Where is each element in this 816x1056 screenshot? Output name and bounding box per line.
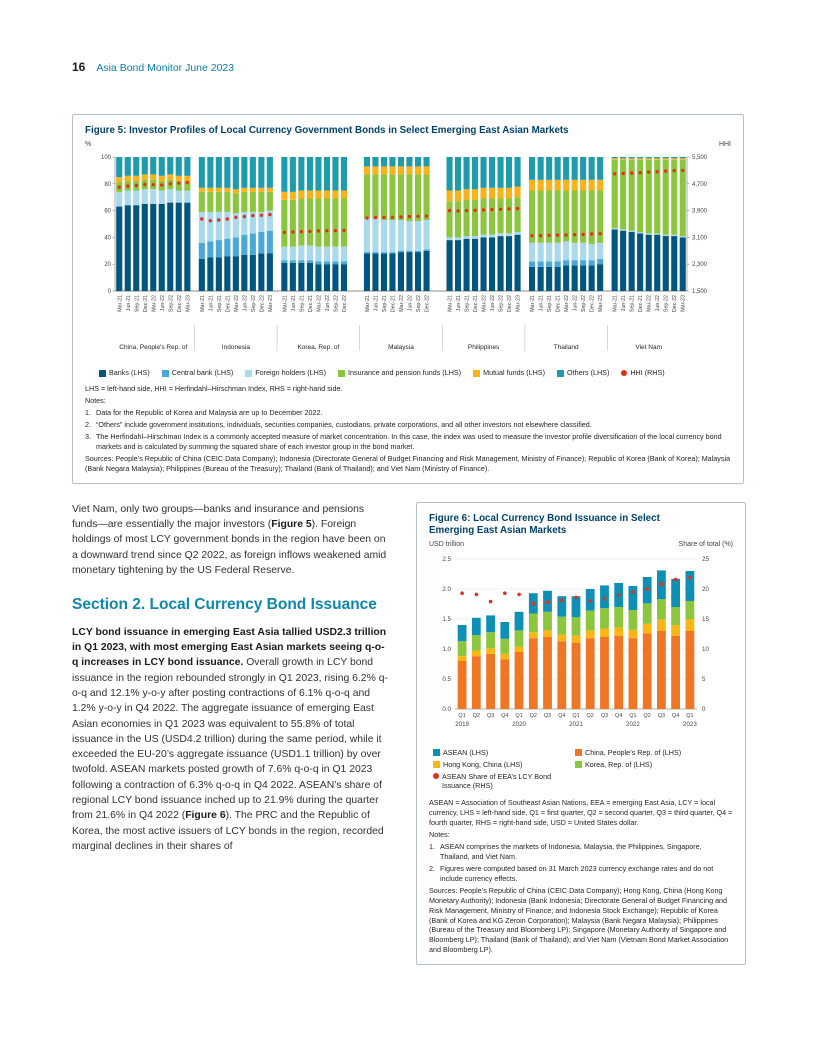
legend-color-swatch: [433, 761, 440, 768]
legend-item: [473, 368, 545, 377]
svg-text:5: 5: [702, 676, 706, 684]
legend-color-swatch: [557, 370, 564, 377]
svg-text:Mar-22: Mar-22: [564, 295, 571, 313]
section-heading: Section 2. Local Currency Bond Issuance: [72, 596, 377, 614]
svg-text:Sep-22: Sep-22: [581, 295, 588, 313]
figure5-sources: Sources: People’s Republic of China (CEIC Data Company); Indonesia (Directorate General of Budget Financing and Risk Management, Ministry of Finance); Republic of Korea (Bank of Korea); Malaysia (Bank Negara Malaysia); Philippines (Bureau of the Treasury); Thailand (Bank of Thailand); and Viet Nam (Ministry of Finance).: [85, 453, 731, 473]
svg-text:10: 10: [702, 646, 709, 654]
svg-text:Viet Nam: Viet Nam: [635, 344, 663, 352]
svg-text:0.5: 0.5: [442, 676, 451, 684]
svg-text:2022: 2022: [626, 721, 640, 729]
figure6-legend: [433, 748, 733, 790]
svg-text:Sep-21: Sep-21: [547, 295, 554, 313]
figure6-box: [416, 502, 746, 966]
figure5-notes-label: Notes:: [85, 396, 106, 406]
svg-text:Jun-21: Jun-21: [621, 295, 628, 312]
svg-text:Dec-22: Dec-22: [342, 295, 348, 313]
figure6-x-labels: [455, 713, 697, 728]
page-header: [72, 60, 744, 74]
svg-text:Mar-23: Mar-23: [598, 295, 605, 313]
svg-text:Mar-23: Mar-23: [267, 295, 274, 313]
svg-text:Mar-22: Mar-22: [233, 295, 240, 313]
figure5-note-2: [85, 420, 731, 430]
svg-text:Dec-21: Dec-21: [142, 295, 149, 313]
svg-text:Sep-22: Sep-22: [498, 295, 505, 313]
svg-text:Dec-22: Dec-22: [259, 295, 266, 313]
legend-label: Insurance and pension funds (LHS): [348, 368, 462, 378]
svg-text:Jun-22: Jun-22: [572, 295, 579, 312]
svg-text:Dec-21: Dec-21: [473, 295, 480, 313]
legend-label: Banks (LHS): [109, 368, 150, 378]
svg-text:Philippines: Philippines: [467, 344, 500, 352]
svg-text:Q3: Q3: [486, 713, 495, 720]
svg-text:20: 20: [702, 586, 709, 594]
figure5-right-axis-label: HHI: [718, 141, 731, 149]
svg-text:100: 100: [100, 155, 111, 162]
legend-label: ASEAN (LHS): [443, 748, 489, 758]
page-number: 16: [72, 60, 86, 74]
svg-text:Mar-23: Mar-23: [680, 295, 687, 313]
svg-text:2.5: 2.5: [442, 556, 451, 564]
svg-text:Sep-22: Sep-22: [663, 295, 670, 313]
note-text: Data for the Republic of Korea and Malaysia are up to December 2022.: [96, 408, 323, 418]
svg-text:2,300: 2,300: [692, 262, 708, 269]
figure5-axis-labels: [85, 141, 731, 148]
figure5-left-axis-label: %: [85, 141, 92, 149]
paragraph-issuance: [72, 625, 390, 854]
svg-text:1.5: 1.5: [442, 616, 451, 624]
figure6-chart: [429, 549, 733, 743]
figure5-footnote: LHS = left-hand side, HHI = Herfindahl–Hirschman Index, RHS = right-hand side.: [85, 384, 343, 394]
svg-text:Sep-21: Sep-21: [382, 295, 388, 313]
legend-label: Hong Kong, China (LHS): [443, 760, 523, 770]
paragraph-text: ). Foreign holdings of most LCY government bonds in the region have been on a downward trend since Q2 2022, as foreign inflows weakened amid monetary tightening by the US Federal Reserve.: [72, 519, 387, 576]
legend-color-swatch: [338, 370, 345, 377]
legend-item: [433, 760, 571, 769]
svg-text:Q3: Q3: [600, 713, 609, 720]
svg-text:1.0: 1.0: [442, 646, 451, 654]
svg-text:Indonesia: Indonesia: [221, 344, 251, 352]
svg-text:20: 20: [104, 262, 111, 269]
svg-text:Q1: Q1: [515, 713, 523, 720]
svg-text:Sep-21: Sep-21: [134, 295, 141, 313]
running-title: Asia Bond Monitor June 2023: [96, 62, 235, 74]
svg-text:Sep-21: Sep-21: [464, 295, 471, 313]
svg-text:Jun-21: Jun-21: [538, 295, 545, 312]
legend-label: HHI (RHS): [630, 368, 665, 378]
svg-text:Mar-22: Mar-22: [151, 295, 158, 313]
svg-text:Sep-21: Sep-21: [629, 295, 636, 313]
right-column: [416, 502, 746, 966]
svg-text:Mar-22: Mar-22: [316, 295, 323, 313]
svg-text:Jun-22: Jun-22: [655, 295, 662, 312]
svg-text:Mar-21: Mar-21: [117, 295, 124, 313]
figure5-stacked-bars: [116, 157, 686, 291]
legend-color-swatch: [575, 761, 582, 768]
svg-text:Mar-22: Mar-22: [646, 295, 653, 313]
svg-text:60: 60: [104, 208, 111, 215]
svg-text:Jun-21: Jun-21: [290, 295, 297, 312]
legend-color-swatch: [433, 749, 440, 756]
svg-text:25: 25: [702, 556, 709, 564]
figure5-reference: Figure 5: [271, 519, 312, 531]
svg-text:Dec-21: Dec-21: [225, 295, 232, 313]
svg-text:Q3: Q3: [657, 713, 666, 720]
svg-text:Jun-22: Jun-22: [159, 295, 166, 312]
body-columns: [72, 502, 744, 966]
note-text: Figures were computed based on 31 March 2023 currency exchange rates and do not include currency effects.: [440, 863, 714, 883]
svg-text:Dec-22: Dec-22: [424, 295, 431, 313]
svg-text:Q1: Q1: [572, 713, 580, 720]
legend-item: [338, 368, 461, 377]
svg-text:Q1: Q1: [458, 713, 466, 720]
svg-text:Mar-23: Mar-23: [515, 295, 522, 313]
legend-label: Mutual funds (LHS): [483, 368, 545, 378]
note-number: 1.: [429, 841, 435, 851]
svg-text:Sep-21: Sep-21: [216, 295, 223, 313]
figure6-abbreviations: ASEAN = Association of Southeast Asian Nations, EEA = emerging East Asia, LCY = local currency, LHS = left-hand side, Q1 = first quarter, Q2 = second quarter, Q3 = third quarter, Q4 = fourth quarter, RHS = right-hand side, USD = United States dollar.: [429, 798, 733, 828]
svg-text:2021: 2021: [569, 721, 583, 729]
svg-text:2023: 2023: [683, 721, 697, 729]
legend-label: Foreign holders (LHS): [255, 368, 326, 378]
svg-text:2019: 2019: [455, 721, 469, 729]
figure5-title: Figure 5: Investor Profiles of Local Currency Government Bonds in Select Emerging East Asian Markets: [85, 125, 569, 136]
svg-text:Mar-21: Mar-21: [447, 295, 454, 313]
legend-item: [433, 772, 571, 790]
svg-text:Jun-22: Jun-22: [407, 295, 414, 312]
legend-item: [433, 748, 571, 757]
paragraph-lead-bold: LCY bond issuance in emerging East Asia tallied USD2.3 trillion in Q1 2023, with most emerging East Asian markets seeing q-o-q increases in LCY bond issuance.: [72, 626, 387, 669]
left-column: [72, 502, 390, 966]
svg-text:Q4: Q4: [558, 713, 566, 720]
svg-text:Sep-22: Sep-22: [333, 295, 340, 313]
figure6-title: Figure 6: Local Currency Bond Issuance in Select Emerging East Asian Markets: [429, 512, 660, 536]
svg-text:5,500: 5,500: [692, 155, 708, 162]
svg-text:Q1: Q1: [629, 713, 637, 720]
legend-label: Others (LHS): [567, 368, 610, 378]
legend-item: [575, 748, 737, 757]
legend-label: Central bank (LHS): [171, 368, 234, 378]
legend-color-swatch: [575, 749, 582, 756]
legend-label: Korea, Rep. of (LHS): [585, 760, 653, 770]
svg-text:Jun-21: Jun-21: [208, 295, 215, 312]
svg-text:Sep-21: Sep-21: [299, 295, 306, 313]
svg-text:Mar-23: Mar-23: [185, 295, 192, 313]
svg-text:Mar-21: Mar-21: [530, 295, 537, 313]
svg-text:Thailand: Thailand: [553, 344, 579, 352]
legend-label: China, People’s Rep. of (LHS): [585, 748, 682, 758]
svg-text:Dec-21: Dec-21: [638, 295, 645, 313]
paragraph-text: Viet Nam, only two groups—banks and insurance and pensions funds—are essentially the major investors (: [72, 503, 365, 531]
svg-text:Mar-21: Mar-21: [282, 295, 289, 313]
legend-dot-marker: [433, 773, 439, 779]
paragraph-text: Overall growth in LCY bond issuance in the region rebounded strongly in Q1 2023, rising 6.2% q-o-q and 12.1% y-o-y after posting contractions of 6.1% q-o-q and 1.2% y-o-y in Q4 2022. The aggregate issuance of emerging East Asian economies in Q1 2023 was equivalent to 55.8% of total issuance in the US (USD4.2 trillion) during the same period, while it exceeded the EU-20’s aggregate issuance (USD1.1 trillion) by over twofold. ASEAN markets posted growth of 7.6% q-o-q in Q1 2023 following a contraction of 6.3% q-o-q in Q4 2022. ASEAN’s share of regional LCY bond issuance inched up to 21.9% during the quarter from 21.6% in Q4 2022 (: [72, 657, 388, 822]
svg-text:Q4: Q4: [671, 713, 680, 720]
note-number: 2.: [429, 863, 435, 873]
svg-text:Sep-22: Sep-22: [250, 295, 257, 313]
svg-text:Q3: Q3: [543, 713, 552, 720]
legend-item: [557, 368, 609, 377]
figure6-note-1: [429, 842, 733, 862]
figure5-x-tick-labels: [117, 295, 686, 312]
svg-text:2020: 2020: [512, 721, 526, 729]
svg-text:3,900: 3,900: [692, 208, 708, 215]
note-text: “Others” include government institutions, individuals, securities companies, custodians, private corporations, and all other investors not elsewhere classified.: [96, 420, 592, 430]
svg-text:0: 0: [702, 706, 706, 714]
svg-text:Jun-21: Jun-21: [125, 295, 132, 312]
legend-item: [245, 368, 326, 377]
legend-color-swatch: [245, 370, 252, 377]
svg-text:Jun-21: Jun-21: [373, 295, 380, 312]
figure6-notes-label: Notes:: [429, 830, 450, 840]
figure6-sources: Sources: People’s Republic of China (CEIC Data Company); Hong Kong, China (Hong Kong Monetary Authority); Indonesia (Bank Indonesia; Directorate General of Budget Financing and Risk Management, Ministry of Finance; and Indonesia Stock Exchange); Republic of Korea (Bank of Korea and KG Zeroin Corporation); Malaysia (Bank Negara Malaysia); Philippines (Bureau of the Treasury and Bloomberg LP); Singapore (Monetary Authority of Singapore and Bloomberg LP); Thailand (Bank of Thailand); and Viet Nam (Vietnam Bond Market Association and Bloomberg LP).: [429, 885, 729, 955]
svg-text:Q2: Q2: [586, 713, 594, 720]
svg-text:80: 80: [104, 182, 111, 189]
svg-text:1,500: 1,500: [692, 289, 708, 296]
svg-text:Mar-21: Mar-21: [199, 295, 206, 313]
figure6-left-axis-label: USD trillion: [429, 541, 465, 549]
figure6-right-axis-label: Share of total (%): [678, 541, 733, 549]
svg-text:Dec-22: Dec-22: [176, 295, 183, 313]
svg-text:Q2: Q2: [643, 713, 651, 720]
note-number: 3.: [85, 431, 91, 441]
svg-text:Mar-22: Mar-22: [481, 295, 488, 313]
svg-text:Mar-22: Mar-22: [399, 295, 405, 313]
legend-item: [621, 368, 664, 377]
svg-text:40: 40: [104, 235, 111, 242]
figure5-note-1: [85, 408, 731, 418]
legend-item: [162, 368, 234, 377]
legend-color-swatch: [473, 370, 480, 377]
legend-color-swatch: [162, 370, 169, 377]
figure5-chart: [85, 149, 731, 365]
svg-text:Mar-21: Mar-21: [612, 295, 619, 313]
legend-dot-marker: [621, 370, 627, 376]
svg-text:Dec-22: Dec-22: [507, 295, 514, 313]
svg-text:Korea, Rep. of: Korea, Rep. of: [297, 344, 340, 352]
svg-text:Q2: Q2: [472, 713, 481, 720]
svg-text:Malaysia: Malaysia: [388, 344, 414, 352]
svg-text:0: 0: [107, 289, 111, 296]
svg-text:0.0: 0.0: [442, 706, 451, 714]
svg-text:Dec-22: Dec-22: [589, 295, 596, 313]
svg-text:Q2: Q2: [529, 713, 537, 720]
svg-text:Jun-22: Jun-22: [490, 295, 497, 312]
figure5-panel-labels: [119, 325, 662, 351]
svg-text:Sep-22: Sep-22: [168, 295, 175, 313]
svg-text:Dec-21: Dec-21: [390, 295, 397, 313]
legend-item: [575, 760, 737, 769]
note-number: 1.: [85, 408, 91, 418]
svg-text:Jun-22: Jun-22: [324, 295, 331, 312]
svg-text:Jun-21: Jun-21: [456, 295, 462, 312]
paragraph-vietnam: [72, 502, 390, 578]
paragraph-text: ). The PRC and the Republic of Korea, the most active issuers of LCY bonds in the region, recorded marginal declines in their shares of: [72, 810, 384, 852]
svg-text:4,700: 4,700: [692, 182, 708, 189]
note-text: ASEAN comprises the markets of Indonesia, Malaysia, the Philippines, Singapore, Thailand, and Viet Nam.: [440, 841, 702, 861]
svg-text:Sep-22: Sep-22: [416, 295, 422, 313]
note-number: 2.: [85, 420, 91, 430]
legend-label: ASEAN Share of EEA’s LCY Bond Issuance (RHS): [442, 772, 552, 791]
figure6-stacked-bars: [458, 571, 695, 710]
figure5-legend: [99, 368, 731, 377]
figure6-reference: Figure 6: [185, 810, 226, 822]
legend-color-swatch: [99, 370, 106, 377]
svg-text:Jun-22: Jun-22: [242, 295, 249, 312]
svg-text:Dec-21: Dec-21: [555, 295, 562, 313]
svg-text:Q1: Q1: [686, 713, 694, 720]
svg-text:China, People's Rep. of: China, People's Rep. of: [119, 344, 188, 352]
svg-text:Mar-21: Mar-21: [365, 295, 371, 313]
svg-text:Q4: Q4: [615, 713, 623, 720]
figure5-box: [72, 114, 744, 484]
svg-text:15: 15: [702, 616, 709, 624]
svg-text:3,100: 3,100: [692, 235, 708, 242]
svg-text:2.0: 2.0: [442, 586, 451, 594]
legend-item: [99, 368, 150, 377]
svg-text:Dec-22: Dec-22: [672, 295, 679, 313]
svg-text:Q4: Q4: [501, 713, 509, 720]
figure6-note-2: [429, 864, 733, 884]
svg-text:Dec-21: Dec-21: [307, 295, 314, 313]
figure6-axis-labels: [429, 541, 733, 548]
figure5-note-3: [85, 432, 731, 452]
note-text: The Herfindahl–Hirschman Index is a commonly accepted measure of market concentration. In this case, the index was used to measure the investor profile diversification of the local currency bond markets and is calculated by summing the squared share of each investor group in the bond market.: [96, 431, 722, 451]
